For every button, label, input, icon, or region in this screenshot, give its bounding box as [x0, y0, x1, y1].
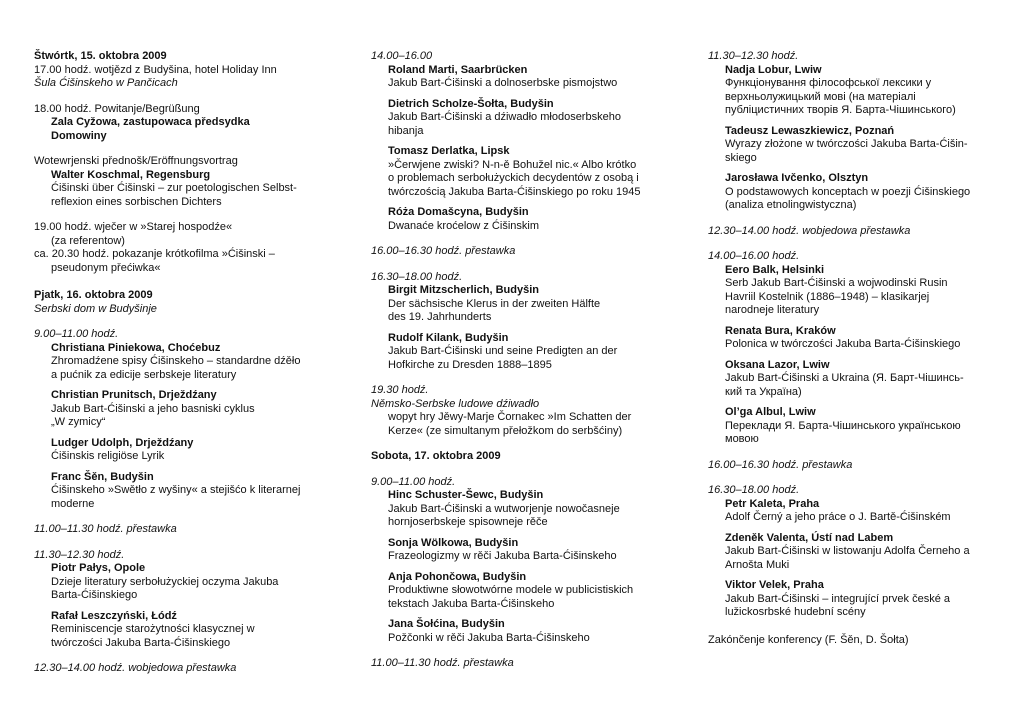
session-block: [34, 549, 334, 651]
lunch-line: 12.30–14.00 hodź. wobjedowa přestawka: [34, 662, 237, 674]
talk-item: [708, 125, 1004, 166]
talk-title: Produktiwne słowotwórne modele w publicistiskich: [388, 584, 634, 596]
talk-item: [34, 610, 334, 651]
session-time: 14.00–16.00 hodź.: [708, 250, 800, 262]
speaker-name: Ludger Udolph, Drježdźany: [51, 436, 194, 449]
talk-title: Der sächsische Klerus in der zweiten Hälfte: [388, 297, 601, 310]
talk-title: Polonica w twórczości Jakuba Barta-Ćišinskiego: [725, 338, 961, 350]
speaker-name: Franc Šěn, Budyšin: [51, 470, 154, 483]
session-time: 11.30–12.30 hodź.: [34, 548, 125, 561]
speaker-name: Oksana Lazor, Lwiw: [725, 358, 830, 371]
talk-item: [371, 618, 666, 645]
speaker-name: Viktor Velek, Praha: [725, 579, 824, 591]
column-2: [371, 50, 666, 671]
theatre-block: [371, 384, 666, 438]
thursday-block: [34, 50, 334, 91]
talk-title: публіцистичних творів Я. Барта-Чішинського): [725, 104, 956, 116]
speaker-name: Zala Cyžowa, zastupowaca předsydka: [51, 116, 250, 128]
talk-item: [34, 471, 334, 512]
talk-item: [371, 489, 666, 530]
session-block: [708, 250, 1004, 447]
session-block: [708, 50, 1004, 213]
closing-line: Zakónčenje konferency (F. Šěn, D. Šołta): [708, 633, 909, 646]
speaker-name: Christian Prunitsch, Drježdźany: [51, 389, 217, 401]
talk-title: o problemach serbołużyckich decydentów z osobą i: [388, 172, 639, 184]
speaker-name: Jana Šołćina, Budyšin: [388, 618, 505, 630]
speaker-name: Christiana Piniekowa, Choćebuz: [51, 341, 221, 354]
speaker-name: Ol’ga Albul, Lwiw: [725, 406, 816, 418]
day-heading: Štwórtk, 15. oktobra 2009: [34, 50, 167, 62]
lunch-line: 12.30–14.00 hodź. wobjedowa přestawka: [708, 224, 911, 237]
speaker-name: Eero Balk, Helsinki: [725, 263, 825, 276]
talk-title: Jakub Bart-Ćišinski a Ukraina (Я. Барт-Чішинсь-: [725, 372, 964, 384]
session-time: 16.30–18.00 hodź.: [708, 484, 800, 496]
talk-title: twórczością Jakuba Barta-Ćišinskiego po roku 1945: [388, 185, 641, 198]
talk-title: Havriil Kostelnik (1886–1948) – klasikarjej: [725, 290, 930, 303]
session-block: [371, 271, 666, 373]
talk-title: Adolf Černý a jeho práce o J. Bartě-Ćišinském: [725, 511, 951, 523]
session-block: [708, 484, 1004, 620]
speaker-name: Petr Kaleta, Praha: [725, 497, 820, 510]
speaker-name: Anja Pohončowa, Budyšin: [388, 570, 527, 583]
talk-title: Jakub Bart-Ćišinski a dźiwadło młodoserbskeho: [388, 111, 621, 123]
talk-item: [371, 206, 666, 233]
talk-title: Jakub Bart-Ćišinski a dolnoserbske pismojstwo: [388, 77, 618, 89]
column-3: [708, 50, 1004, 647]
session-time: 14.00–16.00: [371, 50, 433, 62]
event-line: ca. 20.30 hodź. pokazanje krótkofilma »Ćišinski –: [34, 248, 275, 260]
talk-title: Serb Jakub Bart-Ćišinski a wojwodinski Rusin: [725, 277, 948, 289]
session-block: [34, 328, 334, 511]
talk-item: [371, 64, 666, 91]
talk-title: кий та Україна): [725, 385, 802, 398]
speaker-name: Birgit Mitzscherlich, Budyšin: [388, 284, 539, 296]
talk-title: twórczości Jakuba Barta-Ćišinskiego: [51, 636, 231, 649]
talk-title: hornjoserbskeje spisowneje rěče: [388, 516, 548, 528]
day-heading: Sobota, 17. oktobra 2009: [371, 450, 501, 462]
break-line: 16.00–16.30 hodź. přestawka: [371, 245, 516, 257]
session-time: 11.30–12.30 hodź.: [708, 50, 799, 62]
event-place: Němsko-Serbske ludowe dźiwadło: [371, 397, 540, 410]
talk-item: [708, 64, 1004, 118]
talk-title: Dwanaće kroćelow z Ćišinskim: [388, 219, 539, 232]
column-1: [34, 50, 334, 676]
talk-title: Переклади Я. Барта-Чішинського українською: [725, 419, 961, 432]
talk-title: Zhromadźene spisy Ćišinskeho – standardne dźěło: [51, 355, 301, 367]
talk-title: skiego: [725, 151, 757, 164]
talk-title: a pućnik za edicije serbskeje literatury: [51, 368, 237, 381]
talk-title: Wyrazy złożone w twórczości Jakuba Barta-Ćišin-: [725, 138, 968, 150]
talk-item: [34, 437, 334, 464]
talk-item: [34, 342, 334, 383]
talk-title: tekstach Jakuba Barta-Ćišinskeho: [388, 597, 555, 610]
talk-title: Функціонування філософської лексики у: [725, 77, 932, 89]
talk-title: Jakub Bart-Ćišinski und seine Predigten an der: [388, 345, 618, 357]
talk-item: [34, 562, 334, 603]
speaker-name: Tadeusz Lewaszkiewicz, Poznań: [725, 124, 895, 137]
speaker-name: Róża Domašcyna, Budyšin: [388, 206, 529, 218]
talk-title: lužickosrbské hudební scény: [725, 606, 866, 618]
talk-title: верхньолужицький мові (на матеріалі: [725, 90, 916, 103]
talk-title: reflexion eines sorbischen Dichters: [51, 195, 222, 208]
talk-item: [371, 98, 666, 139]
talk-item: [371, 537, 666, 564]
speaker-name: Walter Koschmal, Regensburg: [51, 168, 211, 181]
talk-title: мовою: [725, 433, 759, 445]
talk-item: [708, 406, 1004, 447]
speaker-name: Rafał Leszczyński, Łódź: [51, 609, 177, 622]
friday-block: [34, 289, 334, 316]
talk-title: „W zymicy“: [51, 416, 106, 428]
event-line: (za referentow): [51, 234, 125, 247]
speaker-name: Domowiny: [51, 129, 107, 142]
talk-item: [708, 579, 1004, 620]
talk-title: O podstawowych konceptach w poezji Ćišinskiego: [725, 185, 971, 198]
speaker-name: Hinc Schuster-Šewc, Budyšin: [388, 489, 544, 501]
speaker-name: Zdeněk Valenta, Ústí nad Labem: [725, 531, 894, 544]
talk-item: [371, 332, 666, 373]
speaker-name: Nadja Lobur, Lwiw: [725, 63, 822, 76]
event-line: wopyt hry Jěwy-Marje Čornakec »Im Schatten der: [388, 411, 632, 423]
talk-item: [371, 145, 666, 199]
talk-title: Reminiscencje starożytności klasycznej w: [51, 623, 255, 635]
greeting-block: [34, 103, 334, 144]
session-time: 9.00–11.00 hodź.: [371, 475, 456, 488]
break-line: 16.00–16.30 hodź. přestawka: [708, 458, 853, 471]
speaker-name: Renata Bura, Kraków: [725, 324, 836, 337]
speaker-name: Roland Marti, Saarbrücken: [388, 63, 528, 76]
session-time: 9.00–11.00 hodź.: [34, 328, 119, 340]
talk-title: Ćišinskis religiöse Lyrik: [51, 450, 165, 462]
speaker-name: Tomasz Derlatka, Lipsk: [388, 145, 510, 157]
talk-title: des 19. Jahrhunderts: [388, 311, 492, 323]
talk-item: [708, 325, 1004, 352]
talk-title: (analiza etnolingwistyczna): [725, 199, 857, 211]
talk-title: hibanja: [388, 124, 424, 137]
speaker-name: Rudolf Kilank, Budyšin: [388, 331, 509, 344]
talk-item: [371, 571, 666, 612]
event-line: pseudonym přećiwka«: [51, 261, 161, 274]
event-line: 17.00 hodź. wotjězd z Budyšina, hotel Holiday Inn: [34, 63, 277, 76]
talk-item: [708, 498, 1004, 525]
talk-title: Jakub Bart-Ćišinski w listowanju Adolfa Černeho a: [725, 545, 970, 557]
session-time: 16.30–18.00 hodź.: [371, 270, 463, 283]
talk-title: Požčonki w rěči Jakuba Barta-Ćišinskeho: [388, 631, 590, 644]
talk-title: Barta-Ćišinskiego: [51, 589, 138, 601]
event-time: 18.00 hodź. Powitanje/Begrüßung: [34, 102, 200, 115]
break-line: 11.00–11.30 hodź. přestawka: [371, 657, 514, 669]
speaker-name: Jarosława Ivčenko, Olsztyn: [725, 172, 869, 184]
break-line: 11.00–11.30 hodź. přestawka: [34, 523, 177, 535]
talk-title: Arnošta Muki: [725, 558, 790, 571]
talk-title: Jakub Bart-Ćišinski a jeho basniski cyklus: [51, 402, 255, 415]
speaker-name: Dietrich Scholze-Šołta, Budyšin: [388, 97, 554, 110]
talk-title: Ćišinskeho »Swětło z wyšiny« a stejišćo k literarnej: [51, 484, 301, 496]
session-block: [371, 50, 666, 233]
session-block: [371, 476, 666, 646]
speaker-name: Sonja Wölkowa, Budyšin: [388, 536, 519, 549]
talk-item: [34, 389, 334, 430]
event-time: 19.30 hodź.: [371, 384, 429, 396]
talk-title: Jakub Bart-Ćišinski a wutworjenje nowočasneje: [388, 502, 620, 515]
talk-item: [708, 264, 1004, 318]
event-place: Serbski dom w Budyšinje: [34, 302, 157, 315]
talk-item: [708, 359, 1004, 400]
event-place: Šula Ćišinskeho w Pančicach: [34, 77, 178, 89]
day-heading: Pjatk, 16. oktobra 2009: [34, 289, 153, 301]
talk-title: Frazeologizmy w rěči Jakuba Barta-Ćišinskeho: [388, 550, 617, 562]
talk-item: [371, 284, 666, 325]
talk-title: Ćišinski über Ćišinski – zur poetologischen Selbst-: [51, 182, 297, 194]
talk-title: narodneje literatury: [725, 304, 820, 316]
talk-title: moderne: [51, 497, 95, 510]
event-line: Kerze« (ze simultanym přełožkom do serbšćiny): [388, 424, 623, 437]
talk-item: [708, 532, 1004, 573]
talk-title: Hofkirche zu Dresden 1888–1895: [388, 358, 552, 371]
talk-title: Jakub Bart-Ćišinski – integrující prvek české a: [725, 592, 950, 605]
event-line: 19.00 hodź. wječer w »Starej hospodźe«: [34, 221, 233, 233]
keynote-title: Wotewrjenski přednošk/Eröffnungsvortrag: [34, 155, 238, 167]
talk-title: »Čerwjene zwiski? N-n-ě Bohužel nic.« Albo krótko: [388, 158, 637, 171]
evening-block: [34, 221, 334, 275]
talk-item: [708, 172, 1004, 213]
talk-title: Dzieje literatury serbołużyckiej oczyma Jakuba: [51, 575, 279, 588]
keynote-block: [34, 155, 334, 209]
speaker-name: Piotr Pałys, Opole: [51, 562, 146, 574]
